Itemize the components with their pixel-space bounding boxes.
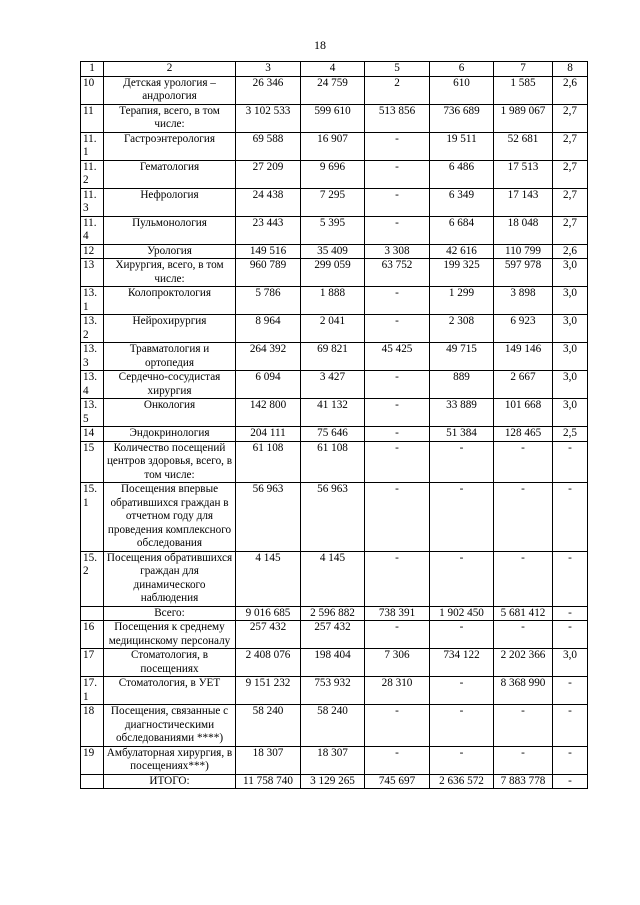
table-body (81, 76, 588, 789)
ratio-cell: 2,6 (553, 76, 588, 104)
table-row (81, 483, 588, 552)
value-cell: - (430, 621, 494, 649)
value-cell: 1 585 (494, 76, 553, 104)
table-row (81, 244, 588, 259)
row-number-cell: 12 (81, 244, 104, 259)
ratio-cell: 3,0 (553, 343, 588, 371)
value-cell: - (430, 705, 494, 747)
row-number-cell (81, 606, 104, 621)
value-cell: 513 856 (365, 104, 430, 132)
page-number: 18 (314, 38, 326, 52)
value-cell: 738 391 (365, 606, 430, 621)
row-label-cell: Нефрология (104, 188, 236, 216)
table-row (81, 399, 588, 427)
ratio-cell: 3,0 (553, 259, 588, 287)
value-cell: 3 308 (365, 244, 430, 259)
table-row (81, 774, 588, 789)
table-row (81, 259, 588, 287)
value-cell: 1 888 (301, 287, 365, 315)
value-cell: 149 146 (494, 343, 553, 371)
row-label-cell: Гематология (104, 160, 236, 188)
value-cell: 2 408 076 (236, 649, 301, 677)
value-cell: 6 684 (430, 216, 494, 244)
value-cell: 610 (430, 76, 494, 104)
value-cell: - (494, 705, 553, 747)
table-row (81, 216, 588, 244)
row-label-cell: Хирургия, всего, в том числе: (104, 259, 236, 287)
value-cell: - (494, 621, 553, 649)
value-cell: 257 432 (236, 621, 301, 649)
value-cell: 49 715 (430, 343, 494, 371)
value-cell: - (365, 746, 430, 774)
value-cell: 45 425 (365, 343, 430, 371)
ratio-cell: 2,7 (553, 104, 588, 132)
value-cell: 2 202 366 (494, 649, 553, 677)
row-label-cell: Амбулаторная хирургия, в посещениях***) (104, 746, 236, 774)
statistics-table (80, 61, 588, 789)
value-cell: - (365, 287, 430, 315)
ratio-cell: 3,0 (553, 315, 588, 343)
row-number-cell: 13.5 (81, 399, 104, 427)
ratio-cell: 2,7 (553, 160, 588, 188)
value-cell: 128 465 (494, 427, 553, 442)
value-cell: 2 667 (494, 371, 553, 399)
table-row (81, 705, 588, 747)
value-cell: - (430, 441, 494, 483)
value-cell: 736 689 (430, 104, 494, 132)
value-cell: 28 310 (365, 677, 430, 705)
row-label-cell: Посещения обратившихся граждан для динамического наблюдения (104, 551, 236, 606)
value-cell: 3 102 533 (236, 104, 301, 132)
value-cell: 61 108 (236, 441, 301, 483)
ratio-cell: - (553, 677, 588, 705)
value-cell: 69 588 (236, 132, 301, 160)
value-cell: 24 438 (236, 188, 301, 216)
value-cell: - (494, 746, 553, 774)
value-cell: 4 145 (236, 551, 301, 606)
value-cell: 7 883 778 (494, 774, 553, 789)
row-label-cell: ИТОГО: (104, 774, 236, 789)
value-cell: 63 752 (365, 259, 430, 287)
table-row (81, 606, 588, 621)
row-number-cell: 15.1 (81, 483, 104, 552)
value-cell: - (365, 160, 430, 188)
ratio-cell: - (553, 551, 588, 606)
value-cell: 2 041 (301, 315, 365, 343)
value-cell: 889 (430, 371, 494, 399)
value-cell: 6 486 (430, 160, 494, 188)
value-cell: 1 299 (430, 287, 494, 315)
row-label-cell: Детская урология – андрология (104, 76, 236, 104)
value-cell: 3 898 (494, 287, 553, 315)
column-header: 8 (553, 62, 588, 77)
ratio-cell: 2,7 (553, 132, 588, 160)
row-number-cell: 11 (81, 104, 104, 132)
value-cell: 23 443 (236, 216, 301, 244)
value-cell: 110 799 (494, 244, 553, 259)
column-header: 3 (236, 62, 301, 77)
value-cell: - (365, 216, 430, 244)
value-cell: 2 308 (430, 315, 494, 343)
value-cell: 142 800 (236, 399, 301, 427)
table-row (81, 427, 588, 442)
value-cell: 5 786 (236, 287, 301, 315)
row-number-cell: 13.4 (81, 371, 104, 399)
value-cell: 58 240 (301, 705, 365, 747)
value-cell: - (430, 746, 494, 774)
value-cell: - (494, 551, 553, 606)
value-cell: 1 902 450 (430, 606, 494, 621)
table-row (81, 132, 588, 160)
value-cell: 18 307 (236, 746, 301, 774)
row-number-cell (81, 774, 104, 789)
value-cell: 257 432 (301, 621, 365, 649)
value-cell: 6 349 (430, 188, 494, 216)
value-cell: 8 964 (236, 315, 301, 343)
table-row (81, 746, 588, 774)
value-cell: 17 513 (494, 160, 553, 188)
ratio-cell: 3,0 (553, 649, 588, 677)
row-label-cell: Эндокринология (104, 427, 236, 442)
table-row (81, 677, 588, 705)
ratio-cell: 3,0 (553, 371, 588, 399)
value-cell: 9 151 232 (236, 677, 301, 705)
column-header: 5 (365, 62, 430, 77)
row-number-cell: 11.1 (81, 132, 104, 160)
value-cell: 11 758 740 (236, 774, 301, 789)
value-cell: 35 409 (301, 244, 365, 259)
value-cell: 7 306 (365, 649, 430, 677)
value-cell: - (494, 441, 553, 483)
ratio-cell: - (553, 441, 588, 483)
value-cell: 198 404 (301, 649, 365, 677)
table-header-row (81, 62, 588, 77)
row-number-cell: 15.2 (81, 551, 104, 606)
value-cell: 56 963 (301, 483, 365, 552)
value-cell: 745 697 (365, 774, 430, 789)
ratio-cell: 2,6 (553, 244, 588, 259)
row-number-cell: 13.2 (81, 315, 104, 343)
ratio-cell: 2,7 (553, 216, 588, 244)
row-number-cell: 13.3 (81, 343, 104, 371)
row-label-cell: Количество посещений центров здоровья, всего, в том числе: (104, 441, 236, 483)
ratio-cell: 2,7 (553, 188, 588, 216)
row-label-cell: Посещения, связанные с диагностическими обследованиями ****) (104, 705, 236, 747)
value-cell: 734 122 (430, 649, 494, 677)
value-cell: 75 646 (301, 427, 365, 442)
value-cell: 41 132 (301, 399, 365, 427)
row-label-cell: Нейрохирургия (104, 315, 236, 343)
table-row (81, 76, 588, 104)
ratio-cell: 2,5 (553, 427, 588, 442)
value-cell: 16 907 (301, 132, 365, 160)
table-row (81, 551, 588, 606)
table-row (81, 315, 588, 343)
value-cell: 3 129 265 (301, 774, 365, 789)
value-cell: 9 016 685 (236, 606, 301, 621)
value-cell: 4 145 (301, 551, 365, 606)
table-row (81, 188, 588, 216)
row-number-cell: 11.2 (81, 160, 104, 188)
value-cell: 9 696 (301, 160, 365, 188)
table-row (81, 649, 588, 677)
row-number-cell: 16 (81, 621, 104, 649)
value-cell: - (365, 188, 430, 216)
column-header: 6 (430, 62, 494, 77)
value-cell: 1 989 067 (494, 104, 553, 132)
value-cell: 51 384 (430, 427, 494, 442)
row-label-cell: Онкология (104, 399, 236, 427)
row-number-cell: 17.1 (81, 677, 104, 705)
row-label-cell: Урология (104, 244, 236, 259)
value-cell: 27 209 (236, 160, 301, 188)
value-cell: - (365, 315, 430, 343)
value-cell: 61 108 (301, 441, 365, 483)
row-number-cell: 19 (81, 746, 104, 774)
row-number-cell: 18 (81, 705, 104, 747)
table-row (81, 343, 588, 371)
row-number-cell: 14 (81, 427, 104, 442)
value-cell: - (365, 621, 430, 649)
column-header: 1 (81, 62, 104, 77)
table-row (81, 371, 588, 399)
value-cell: 753 932 (301, 677, 365, 705)
value-cell: 58 240 (236, 705, 301, 747)
row-number-cell: 17 (81, 649, 104, 677)
table-row (81, 441, 588, 483)
row-label-cell: Всего: (104, 606, 236, 621)
value-cell: 18 307 (301, 746, 365, 774)
value-cell: 56 963 (236, 483, 301, 552)
value-cell: 2 636 572 (430, 774, 494, 789)
value-cell: 2 (365, 76, 430, 104)
ratio-cell: 3,0 (553, 399, 588, 427)
row-number-cell: 15 (81, 441, 104, 483)
value-cell: 5 395 (301, 216, 365, 244)
table-row (81, 287, 588, 315)
column-header: 2 (104, 62, 236, 77)
ratio-cell: - (553, 705, 588, 747)
value-cell: 24 759 (301, 76, 365, 104)
value-cell: 299 059 (301, 259, 365, 287)
value-cell: - (430, 551, 494, 606)
row-label-cell: Сердечно-сосудистая хирургия (104, 371, 236, 399)
value-cell: 5 681 412 (494, 606, 553, 621)
value-cell: 6 923 (494, 315, 553, 343)
value-cell: 199 325 (430, 259, 494, 287)
row-label-cell: Гастроэнтерология (104, 132, 236, 160)
row-number-cell: 11.3 (81, 188, 104, 216)
value-cell: - (365, 441, 430, 483)
value-cell: 26 346 (236, 76, 301, 104)
row-number-cell: 10 (81, 76, 104, 104)
value-cell: - (430, 483, 494, 552)
ratio-cell: - (553, 483, 588, 552)
value-cell: 101 668 (494, 399, 553, 427)
row-number-cell: 13.1 (81, 287, 104, 315)
row-label-cell: Стоматология, в посещениях (104, 649, 236, 677)
row-label-cell: Стоматология, в УЕТ (104, 677, 236, 705)
row-label-cell: Терапия, всего, в том числе: (104, 104, 236, 132)
value-cell: 52 681 (494, 132, 553, 160)
value-cell: 149 516 (236, 244, 301, 259)
value-cell: 19 511 (430, 132, 494, 160)
value-cell: 69 821 (301, 343, 365, 371)
row-number-cell: 11.4 (81, 216, 104, 244)
value-cell: - (365, 132, 430, 160)
value-cell: 204 111 (236, 427, 301, 442)
value-cell: - (365, 483, 430, 552)
value-cell: 8 368 990 (494, 677, 553, 705)
table-row (81, 160, 588, 188)
value-cell: 6 094 (236, 371, 301, 399)
row-label-cell: Пульмонология (104, 216, 236, 244)
table-row (81, 104, 588, 132)
value-cell: 42 616 (430, 244, 494, 259)
value-cell: 7 295 (301, 188, 365, 216)
value-cell: 960 789 (236, 259, 301, 287)
row-label-cell: Посещения впервые обратившихся граждан в отчетном году для проведения комплексного обследования (104, 483, 236, 552)
value-cell: - (365, 705, 430, 747)
value-cell: 33 889 (430, 399, 494, 427)
row-number-cell: 13 (81, 259, 104, 287)
row-label-cell: Колопроктология (104, 287, 236, 315)
ratio-cell: - (553, 774, 588, 789)
column-header: 4 (301, 62, 365, 77)
row-label-cell: Посещения к среднему медицинскому персоналу (104, 621, 236, 649)
ratio-cell: 3,0 (553, 287, 588, 315)
value-cell: 599 610 (301, 104, 365, 132)
ratio-cell: - (553, 606, 588, 621)
ratio-cell: - (553, 621, 588, 649)
value-cell: - (430, 677, 494, 705)
column-header: 7 (494, 62, 553, 77)
value-cell: - (365, 427, 430, 442)
value-cell: 18 048 (494, 216, 553, 244)
value-cell: 3 427 (301, 371, 365, 399)
value-cell: - (494, 483, 553, 552)
value-cell: 264 392 (236, 343, 301, 371)
value-cell: - (365, 371, 430, 399)
value-cell: - (365, 399, 430, 427)
row-label-cell: Травматология и ортопедия (104, 343, 236, 371)
value-cell: - (365, 551, 430, 606)
ratio-cell: - (553, 746, 588, 774)
value-cell: 2 596 882 (301, 606, 365, 621)
value-cell: 17 143 (494, 188, 553, 216)
table-row (81, 621, 588, 649)
value-cell: 597 978 (494, 259, 553, 287)
